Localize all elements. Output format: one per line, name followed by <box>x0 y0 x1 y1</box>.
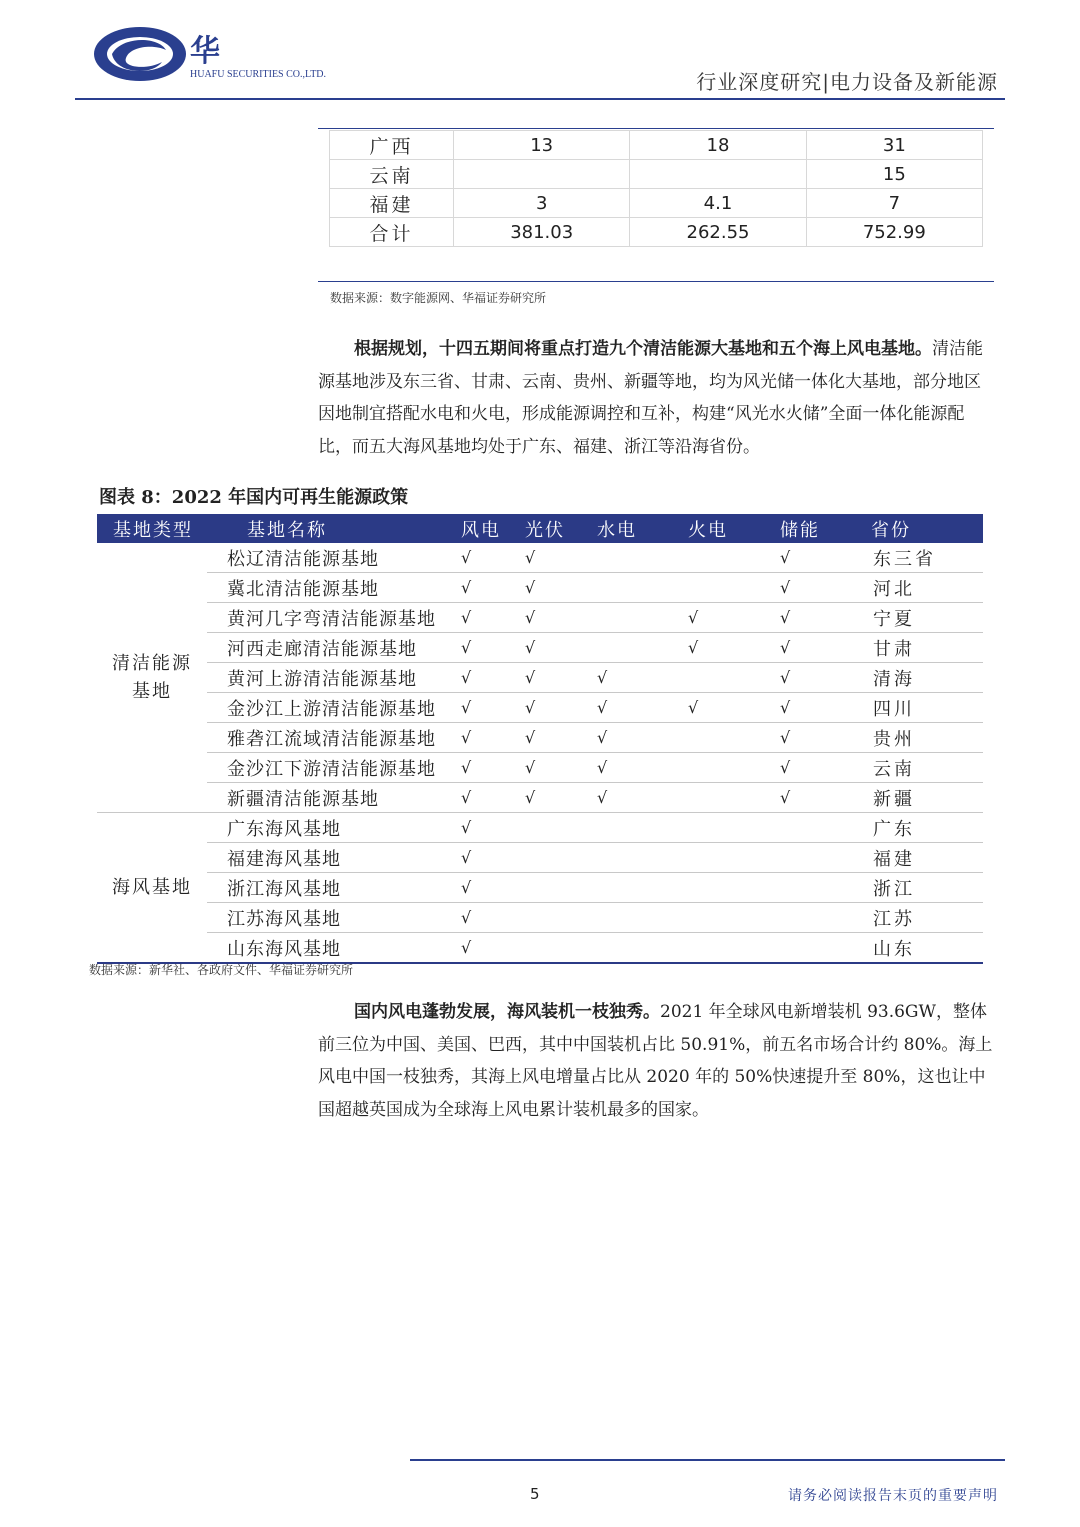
table-row <box>330 160 983 189</box>
check-cell <box>680 843 772 873</box>
base-name-cell: 金沙江上游清洁能源基地 <box>207 693 453 723</box>
group-label: 海风基地 <box>112 876 192 898</box>
check-cell: √ <box>680 603 772 633</box>
province-cell: 福建 <box>863 843 983 873</box>
check-cell <box>680 783 772 813</box>
footer-divider <box>410 1459 1005 1461</box>
check-cell: √ <box>453 933 517 964</box>
table-row <box>97 633 983 663</box>
check-cell <box>589 633 680 663</box>
policy-table <box>97 514 983 964</box>
table-row <box>97 903 983 933</box>
check-cell <box>589 873 680 903</box>
check-cell: √ <box>772 633 863 663</box>
check-cell <box>772 903 863 933</box>
base-name-cell: 新疆清洁能源基地 <box>207 783 453 813</box>
column-header: 基地类型 <box>97 514 207 543</box>
value-cell: 18 <box>630 131 806 160</box>
check-cell <box>589 603 680 633</box>
province-cell: 江苏 <box>863 903 983 933</box>
check-cell <box>772 813 863 843</box>
check-cell: √ <box>453 543 517 573</box>
table-row <box>97 603 983 633</box>
paragraph-planning <box>318 333 994 463</box>
check-cell <box>680 573 772 603</box>
column-header: 光伏 <box>517 514 589 543</box>
check-cell <box>772 933 863 964</box>
value-cell: 15 <box>806 160 982 189</box>
check-cell: √ <box>453 693 517 723</box>
value-cell: 381.03 <box>454 218 630 247</box>
header-divider <box>75 98 1005 100</box>
check-cell <box>680 543 772 573</box>
check-cell <box>517 813 589 843</box>
check-cell: √ <box>772 573 863 603</box>
base-name-cell: 冀北清洁能源基地 <box>207 573 453 603</box>
table-row <box>97 933 983 964</box>
check-cell: √ <box>453 873 517 903</box>
base-name-cell: 黄河几字弯清洁能源基地 <box>207 603 453 633</box>
province-cell: 清海 <box>863 663 983 693</box>
policy-table-source: 数据来源：新华社、各政府文件、华福证券研究所 <box>89 963 354 977</box>
check-cell: √ <box>453 663 517 693</box>
page-number: 5 <box>530 1485 540 1503</box>
check-cell: √ <box>680 633 772 663</box>
check-cell <box>680 663 772 693</box>
check-cell: √ <box>517 753 589 783</box>
base-name-cell: 黄河上游清洁能源基地 <box>207 663 453 693</box>
table-row <box>97 723 983 753</box>
province-cell: 云南 <box>863 753 983 783</box>
province-cell: 河北 <box>863 573 983 603</box>
huafu-logo <box>92 24 192 84</box>
check-cell: √ <box>453 843 517 873</box>
check-cell <box>589 543 680 573</box>
base-name-cell: 浙江海风基地 <box>207 873 453 903</box>
table-row <box>97 663 983 693</box>
check-cell: √ <box>772 663 863 693</box>
check-cell: √ <box>453 603 517 633</box>
check-cell: √ <box>453 573 517 603</box>
column-header: 储能 <box>772 514 863 543</box>
check-cell: √ <box>453 723 517 753</box>
table-row <box>97 573 983 603</box>
check-cell: √ <box>517 663 589 693</box>
check-cell: √ <box>772 603 863 633</box>
value-cell <box>454 160 630 189</box>
province-cell: 贵州 <box>863 723 983 753</box>
province-cell: 四川 <box>863 693 983 723</box>
check-cell: √ <box>453 783 517 813</box>
check-cell <box>680 933 772 964</box>
check-cell: √ <box>517 783 589 813</box>
brand-name-cn: 华 <box>190 34 222 69</box>
table-row <box>97 873 983 903</box>
check-cell: √ <box>517 633 589 663</box>
check-cell: √ <box>453 753 517 783</box>
check-cell <box>680 873 772 903</box>
check-cell: √ <box>589 723 680 753</box>
province-cell: 宁夏 <box>863 603 983 633</box>
check-cell <box>517 903 589 933</box>
check-cell: √ <box>589 753 680 783</box>
paragraph-body: 2021 年全球风电新增装机 93.6GW，整体前三位为中国、美国、巴西，其中中国装机占比 50.91%，前五名市场合计约 80%。海上风电中国一枝独秀，其海上风电增量占比从 2020 年的 50%快速提升至 80%，这也让中国超越英国成为全球海上风电累计装机最多的国家。 <box>318 1002 993 1120</box>
paragraph-lead: 根据规划，十四五期间将重点打造九个清洁能源大基地和五个海上风电基地。 <box>354 339 932 359</box>
check-cell: √ <box>517 723 589 753</box>
table-row <box>97 783 983 813</box>
top-table-rule-top <box>318 128 994 129</box>
group-label: 清洁能源基地 <box>112 652 192 702</box>
check-cell <box>517 843 589 873</box>
base-type-offshore <box>97 813 207 964</box>
check-cell <box>517 933 589 964</box>
check-cell: √ <box>517 543 589 573</box>
check-cell <box>680 753 772 783</box>
base-name-cell: 山东海风基地 <box>207 933 453 964</box>
check-cell: √ <box>589 783 680 813</box>
region-cell: 福建 <box>330 189 454 218</box>
base-name-cell: 福建海风基地 <box>207 843 453 873</box>
table-row <box>330 189 983 218</box>
column-header: 省份 <box>863 514 983 543</box>
check-cell <box>589 903 680 933</box>
check-cell: √ <box>772 543 863 573</box>
value-cell: 262.55 <box>630 218 806 247</box>
column-header: 基地名称 <box>207 514 453 543</box>
check-cell: √ <box>517 693 589 723</box>
base-name-cell: 松辽清洁能源基地 <box>207 543 453 573</box>
base-name-cell: 河西走廊清洁能源基地 <box>207 633 453 663</box>
check-cell: √ <box>772 693 863 723</box>
value-cell: 31 <box>806 131 982 160</box>
top-table-source: 数据来源：数字能源网、华福证券研究所 <box>330 291 547 305</box>
check-cell: √ <box>453 903 517 933</box>
base-name-cell: 江苏海风基地 <box>207 903 453 933</box>
paragraph-lead: 国内风电蓬勃发展，海风装机一枝独秀。 <box>354 1002 660 1022</box>
column-header: 风电 <box>453 514 517 543</box>
base-name-cell: 金沙江下游清洁能源基地 <box>207 753 453 783</box>
table-row <box>97 543 983 573</box>
base-name-cell: 广东海风基地 <box>207 813 453 843</box>
check-cell: √ <box>517 573 589 603</box>
value-cell: 4.1 <box>630 189 806 218</box>
check-cell: √ <box>772 783 863 813</box>
check-cell <box>772 843 863 873</box>
table-row <box>97 693 983 723</box>
province-cell: 山东 <box>863 933 983 964</box>
check-cell: √ <box>453 813 517 843</box>
check-cell: √ <box>772 753 863 783</box>
check-cell <box>772 873 863 903</box>
top-table-rule-bottom <box>318 281 994 282</box>
region-cell: 广西 <box>330 131 454 160</box>
column-header: 水电 <box>589 514 680 543</box>
check-cell <box>680 813 772 843</box>
check-cell: √ <box>680 693 772 723</box>
top-table <box>329 130 983 247</box>
province-cell: 新疆 <box>863 783 983 813</box>
value-cell <box>630 160 806 189</box>
province-cell: 广东 <box>863 813 983 843</box>
region-cell: 云南 <box>330 160 454 189</box>
header-title: 行业深度研究|电力设备及新能源 <box>696 70 998 94</box>
region-cell: 合计 <box>330 218 454 247</box>
check-cell <box>517 873 589 903</box>
check-cell <box>680 723 772 753</box>
table-row <box>97 753 983 783</box>
check-cell <box>589 573 680 603</box>
table-row <box>97 843 983 873</box>
province-cell: 浙江 <box>863 873 983 903</box>
check-cell: √ <box>453 633 517 663</box>
paragraph-body: 清洁能源基地涉及东三省、甘肃、云南、贵州、新疆等地，均为风光储一体化大基地，部分地区因地制宜搭配水电和火电，形成能源调控和互补，构建“风光水火储”全面一体化能源配比，而五大海风基地均处于广东、福建、浙江等沿海省份。 <box>318 339 983 457</box>
province-cell: 甘肃 <box>863 633 983 663</box>
table-row <box>97 813 983 843</box>
check-cell <box>680 903 772 933</box>
value-cell: 13 <box>454 131 630 160</box>
check-cell <box>589 933 680 964</box>
value-cell: 752.99 <box>806 218 982 247</box>
brand-name-en: HUAFU SECURITIES CO.,LTD. <box>190 69 327 80</box>
check-cell <box>589 813 680 843</box>
base-type-clean <box>97 543 207 813</box>
base-name-cell: 雅砻江流域清洁能源基地 <box>207 723 453 753</box>
check-cell: √ <box>589 663 680 693</box>
footer-disclaimer: 请务必阅读报告末页的重要声明 <box>788 1488 998 1504</box>
check-cell <box>589 843 680 873</box>
table-row <box>330 218 983 247</box>
province-cell: 东三省 <box>863 543 983 573</box>
paragraph-wind <box>318 996 994 1126</box>
table-row <box>330 131 983 160</box>
check-cell: √ <box>517 603 589 633</box>
column-header: 火电 <box>680 514 772 543</box>
value-cell: 7 <box>806 189 982 218</box>
value-cell: 3 <box>454 189 630 218</box>
figure-title: 图表 8：2022 年国内可再生能源政策 <box>99 487 409 508</box>
check-cell: √ <box>772 723 863 753</box>
check-cell: √ <box>589 693 680 723</box>
